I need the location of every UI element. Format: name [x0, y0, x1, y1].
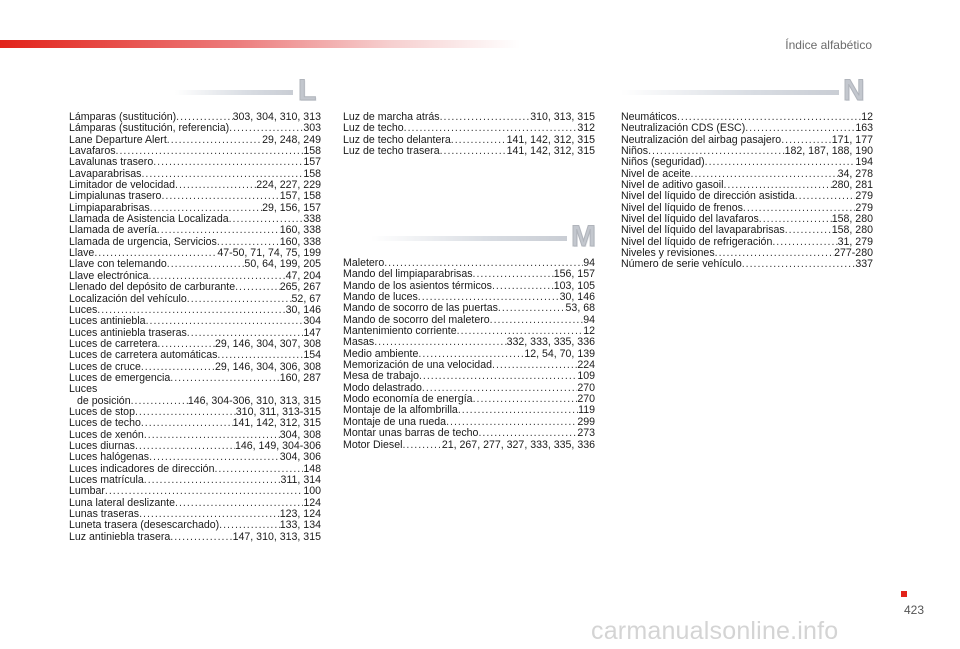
index-entry-pages: 194 — [855, 156, 873, 169]
index-entry-term: Luces de cruce — [69, 360, 141, 373]
dot-leader — [742, 259, 856, 270]
index-entry-pages: 270 — [577, 393, 595, 406]
index-entry-pages: 273 — [577, 427, 595, 440]
index-entry-term: Luces de carretera automáticas — [69, 349, 218, 362]
index-entry-pages: 29, 156, 157 — [262, 201, 321, 214]
section-header-m — [371, 220, 597, 260]
dot-leader — [440, 112, 531, 123]
index-entry-term: Mando de luces — [343, 291, 418, 304]
index-entry-term: Modo delastrado — [343, 381, 422, 394]
index-column-l-continued — [343, 112, 595, 157]
index-entry-pages: 265, 267 — [279, 281, 321, 294]
dot-leader — [217, 350, 303, 361]
index-entry-term: Lumbar — [69, 485, 105, 498]
index-entry — [343, 440, 595, 451]
index-entry-pages: 100 — [303, 485, 321, 498]
index-entry-term: Lunas traseras — [69, 508, 140, 521]
index-entry-term: Luces matrícula — [69, 474, 144, 486]
index-entry-pages: 154 — [303, 349, 321, 362]
section-rule — [621, 90, 839, 95]
dot-leader — [458, 405, 578, 416]
index-entry-term: Limitador de velocidad — [69, 179, 175, 192]
index-entry-pages: 30, 146 — [285, 303, 321, 316]
page-marker-square — [901, 591, 907, 597]
dot-leader — [167, 259, 245, 270]
section-rule — [175, 90, 293, 95]
index-entry-pages: 303, 304, 310, 313 — [232, 111, 321, 123]
index-entry-pages: 29, 146, 304, 307, 308 — [214, 337, 321, 350]
index-entry-term: Luna lateral deslizante — [69, 496, 176, 509]
index-entry-term: Llave — [69, 247, 95, 260]
dot-leader — [473, 394, 578, 405]
index-entry — [69, 350, 321, 361]
index-entry-term: Luces — [69, 383, 98, 396]
index-entry-term: Luces — [69, 303, 98, 316]
index-entry-term: Modo economía de energía — [343, 393, 473, 406]
index-entry-term: Limpiaparabrisas — [69, 201, 150, 214]
index-entry-pages: 156, 157 — [553, 268, 595, 281]
index-entry-pages: 279 — [855, 190, 873, 203]
dot-leader — [705, 157, 856, 168]
page-number: 423 — [903, 603, 924, 617]
index-entry-pages: 270 — [577, 381, 595, 394]
index-entry-term: Neumáticos — [621, 111, 677, 123]
index-entry-term: Luneta trasera (desescarchado) — [69, 519, 220, 532]
index-entry-term: Nivel del líquido del lavafaros — [621, 213, 759, 226]
index-entry-term: Llave con telemando — [69, 258, 167, 271]
index-entry-pages: 157, 158 — [279, 190, 321, 203]
index-entry-pages: 146, 304-306, 310, 313, 315 — [187, 394, 321, 407]
index-entry-pages: 337 — [855, 258, 873, 271]
index-entry-term: Luz de techo — [343, 122, 404, 135]
index-entry-term: Llamada de Asistencia Localizada — [69, 213, 229, 226]
index-entry — [69, 282, 321, 293]
index-entry-term: Luces de stop — [69, 405, 135, 418]
index-entry-term: Motor Diesel — [343, 438, 403, 451]
index-entry-pages: 94 — [583, 313, 595, 326]
index-entry-pages: 160, 338 — [279, 224, 321, 237]
index-entry-pages: 303 — [303, 122, 321, 135]
index-entry-pages: 50, 64, 199, 205 — [244, 258, 321, 271]
dot-leader — [146, 316, 304, 327]
index-entry — [69, 294, 321, 305]
index-entry-pages: 158, 280 — [831, 213, 873, 226]
index-entry — [69, 384, 321, 395]
index-entry — [69, 418, 321, 429]
index-entry-term: Mando de socorro del maletero — [343, 313, 490, 326]
index-entry-pages: 310, 313, 315 — [530, 111, 595, 123]
dot-leader — [795, 191, 856, 202]
dot-leader — [135, 407, 236, 418]
index-entry-term: Luces de emergencia — [69, 371, 171, 384]
index-entry — [343, 269, 595, 280]
dot-leader — [473, 269, 554, 280]
index-entry-pages: 123, 124 — [279, 508, 321, 521]
dot-leader — [402, 440, 441, 451]
index-entry-pages: 158, 280 — [831, 224, 873, 237]
index-entry-term: Luz de marcha atrás — [343, 111, 440, 123]
dot-leader — [440, 146, 507, 157]
dot-leader — [141, 418, 233, 429]
index-entry-term: Medio ambiente — [343, 347, 419, 360]
index-entry-pages: 34, 278 — [837, 167, 873, 180]
index-entry-pages: 157 — [303, 156, 321, 169]
dot-leader — [187, 294, 292, 305]
index-entry-term: Nivel del líquido de dirección asistida — [621, 190, 795, 203]
index-entry-term: Montar unas barras de techo — [343, 427, 479, 440]
index-column-n — [621, 112, 873, 271]
index-entry-pages: 224, 227, 229 — [256, 179, 321, 192]
dot-leader — [772, 237, 837, 248]
index-entry-pages: 147 — [303, 326, 321, 339]
index-entry-term: Mando del limpiaparabrisas — [343, 268, 473, 281]
dot-leader — [492, 281, 554, 292]
index-entry-pages: 160, 338 — [279, 235, 321, 248]
index-entry-pages: 312 — [577, 122, 595, 135]
index-entry-term: Número de serie vehículo — [621, 258, 742, 271]
index-entry-term: Luces indicadores de dirección — [69, 462, 215, 475]
index-entry — [69, 532, 321, 543]
index-entry-pages: 141, 142, 312, 315 — [506, 145, 595, 158]
index-entry-term: Mantenimiento corriente — [343, 325, 457, 338]
index-entry-pages: 47-50, 71, 74, 75, 199 — [217, 247, 321, 260]
index-entry — [343, 146, 595, 157]
index-entry-term: Luces antiniebla — [69, 315, 146, 328]
index-entry-term: Neutralización CDS (ESC) — [621, 122, 746, 135]
index-entry-pages: 147, 310, 313, 315 — [232, 530, 321, 543]
dot-leader — [229, 123, 303, 134]
index-entry-pages: 94 — [583, 257, 595, 269]
index-entry-pages: 141, 142, 312, 315 — [232, 417, 321, 430]
index-entry-pages: 277-280 — [834, 247, 873, 260]
index-entry-term: Niños (seguridad) — [621, 156, 705, 169]
index-entry-term: Nivel de aceite — [621, 167, 691, 180]
index-entry — [621, 123, 873, 134]
index-entry-pages: 21, 267, 277, 327, 333, 335, 336 — [441, 438, 595, 451]
section-letter-l: L — [298, 74, 317, 107]
index-entry-pages: 279 — [855, 201, 873, 214]
index-entry-term: Lámparas (sustitución) — [69, 111, 177, 123]
index-entry-pages: 52, 67 — [291, 292, 321, 305]
page-header-title: Índice alfabético — [785, 38, 872, 52]
index-entry-term: Montaje de la alfombrilla — [343, 404, 458, 417]
dot-leader — [490, 315, 584, 326]
section-letter-n: N — [843, 74, 865, 107]
dot-leader — [745, 123, 855, 134]
index-entry-pages: 332, 333, 335, 336 — [506, 336, 595, 349]
index-entry-pages: 311, 314 — [280, 474, 321, 486]
dot-leader — [149, 452, 280, 463]
index-entry — [69, 452, 321, 463]
index-entry-term: Lavaparabrisas — [69, 167, 142, 180]
index-entry-term: Niños — [621, 145, 649, 158]
dot-leader — [419, 371, 577, 382]
index-entry-pages: 158 — [303, 167, 321, 180]
index-entry-term: Lavafaros — [69, 145, 116, 158]
index-entry-pages: 53, 68 — [565, 302, 595, 315]
index-entry-pages: 12 — [583, 325, 595, 338]
index-entry — [69, 316, 321, 327]
index-entry — [343, 428, 595, 439]
dot-leader — [135, 441, 235, 452]
index-entry — [69, 123, 321, 134]
dot-leader — [451, 135, 507, 146]
index-entry-term: Nivel del líquido de frenos — [621, 201, 743, 214]
dot-leader — [235, 282, 280, 293]
index-entry-term: Luces de carretera — [69, 337, 158, 350]
index-entry-term: Luces de xenón — [69, 428, 144, 441]
index-entry-pages: 12 — [861, 111, 873, 123]
index-entry-pages: 12, 54, 70, 139 — [524, 347, 595, 360]
index-entry-pages: 310, 311, 313-315 — [235, 405, 321, 418]
index-entry-term: Mando de socorro de las puertas — [343, 302, 498, 315]
index-entry-pages: 338 — [303, 213, 321, 226]
dot-leader — [478, 428, 577, 439]
index-entry-term: Lámparas (sustitución, referencia) — [69, 122, 230, 135]
watermark-text: carmanualsonline.info — [591, 617, 839, 645]
index-entry-pages: 29, 248, 249 — [262, 133, 321, 146]
index-entry — [69, 486, 321, 497]
index-entry-term: Luces diurnas — [69, 439, 135, 452]
index-entry-term: Mesa de trabajo — [343, 370, 419, 383]
index-entry-pages: 160, 287 — [279, 371, 321, 384]
section-letter-m: M — [571, 220, 596, 253]
index-entry-term: Nivel del líquido del lavaparabrisas — [621, 224, 785, 237]
dot-leader — [144, 475, 281, 486]
index-entry-term: Memorización de una velocidad — [343, 359, 492, 372]
dot-leader — [175, 180, 256, 191]
index-entry-term: Montaje de una rueda — [343, 415, 447, 428]
index-entry-pages: 29, 146, 304, 306, 308 — [214, 360, 321, 373]
index-entry-pages: 103, 105 — [553, 279, 595, 292]
index-entry-term: de posición — [77, 394, 131, 407]
index-entry-term: Luz de techo trasera — [343, 145, 440, 158]
dot-leader — [404, 123, 578, 134]
index-entry-pages: 31, 279 — [837, 235, 873, 248]
index-entry-pages: 171, 177 — [831, 133, 873, 146]
index-column-m — [343, 258, 595, 451]
index-column-l — [69, 112, 321, 543]
section-header-l — [175, 74, 320, 114]
index-entry-term: Masas — [343, 336, 375, 349]
header-accent-bar — [0, 40, 520, 48]
dot-leader — [498, 303, 566, 314]
dot-leader — [105, 486, 303, 497]
dot-leader — [785, 225, 832, 236]
index-entry-term: Luz antiniebla trasera — [69, 530, 171, 543]
index-entry-pages: 299 — [577, 415, 595, 428]
index-entry-term: Llamada de avería — [69, 224, 157, 237]
index-entry — [343, 123, 595, 134]
dot-leader — [170, 532, 232, 543]
index-entry-term: Luces halógenas — [69, 451, 150, 464]
index-entry-term: Nivel del líquido de refrigeración — [621, 235, 773, 248]
section-header-n — [621, 74, 869, 114]
index-entry-pages: 304, 308 — [279, 428, 321, 441]
index-entry-pages: 133, 134 — [279, 519, 321, 532]
index-entry-pages: 224 — [577, 359, 595, 372]
index-entry-pages: 182, 187, 188, 190 — [784, 145, 873, 158]
dot-leader — [492, 360, 577, 371]
index-entry — [621, 259, 873, 270]
index-entry-pages: 146, 149, 304-306 — [234, 439, 321, 452]
section-rule — [371, 236, 567, 241]
index-entry-term: Llenado del depósito de carburante — [69, 281, 236, 294]
index-entry-term: Lavalunas trasero — [69, 156, 154, 169]
index-entry-term: Nivel de aditivo gasoil — [621, 179, 724, 192]
index-entry-pages: 304, 306 — [279, 451, 321, 464]
index-entry-term: Limpialunas trasero — [69, 190, 162, 203]
index-entry-term: Llamada de urgencia, Servicios — [69, 235, 217, 248]
index-entry — [69, 373, 321, 384]
index-entry-pages: 148 — [303, 462, 321, 475]
dot-leader — [153, 157, 303, 168]
index-entry-term: Maletero — [343, 257, 385, 269]
index-entry-pages: 280, 281 — [831, 179, 873, 192]
index-entry-pages: 124 — [303, 496, 321, 509]
index-entry-term: Luces antiniebla traseras — [69, 326, 187, 339]
index-entry-pages: 119 — [578, 404, 595, 417]
dot-leader — [131, 396, 188, 407]
index-entry-term: Localización del vehículo — [69, 292, 187, 305]
index-entry-pages: 30, 146 — [559, 291, 595, 304]
dot-leader — [167, 135, 262, 146]
index-entry-term: Mando de los asientos térmicos — [343, 279, 492, 292]
dot-leader — [170, 373, 279, 384]
index-entry-term: Llave electrónica — [69, 269, 149, 282]
index-entry-pages: 141, 142, 312, 315 — [506, 133, 595, 146]
index-entry-term: Luz de techo delantera — [343, 133, 451, 146]
index-entry-pages: 47, 204 — [285, 269, 321, 282]
index-entry-pages: 158 — [303, 145, 321, 158]
index-entry-term: Niveles y revisiones — [621, 247, 715, 260]
index-entry-pages: 109 — [577, 370, 595, 383]
index-entry — [69, 475, 321, 486]
index-entry-term: Lane Departure Alert — [69, 133, 167, 146]
index-entry-term: Neutralización del airbag pasajero — [621, 133, 782, 146]
index-entry-pages: 304 — [303, 315, 321, 328]
index-entry-pages: 163 — [855, 122, 873, 135]
index-entry-term: Luces de techo — [69, 417, 141, 430]
